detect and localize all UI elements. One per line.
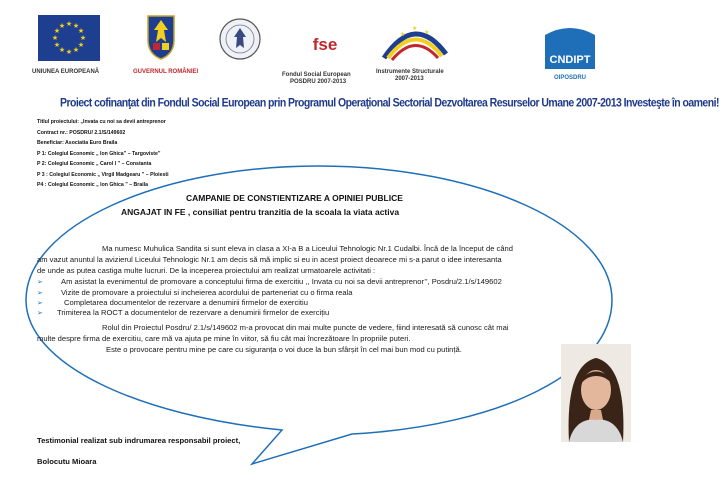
- activity-item-text: Am asistat la evenimentul de promovare a conceptului firma de exercitiu ,, Invata cu noi sa devii antreprenor’’, Posdru/2.1/s/149602: [61, 277, 502, 286]
- paragraph-1-line-3: de unde as putea castiga multe lucruri. De la inceperea proiectului am realizat urmatoarele activitati :: [37, 266, 376, 275]
- paragraph-2-line-3: Este o provocare pentru mine pe care cu siguranța o voi duce la bun sfârșit în cel mai bun mod cu putință.: [106, 345, 462, 354]
- arrow-bullet-icon: ➢: [37, 310, 43, 317]
- arrow-bullet-icon: ➢: [37, 300, 43, 307]
- cndipt-caption: OIPOSDRU: [554, 75, 587, 81]
- contract-line: Contract nr.: POSDRU/ 2.1/S/149602: [37, 129, 126, 136]
- activity-item: [37, 288, 353, 297]
- campaign-subtitle: ANGAJAT IN FE , consiliat pentru tranzitia de la scoala la viata activa: [121, 207, 400, 217]
- svg-text:★: ★: [424, 29, 430, 36]
- svg-text:★: ★: [412, 25, 418, 32]
- activity-item-text: Vizite de promovare a proiectului si incheierea acordului de parteneriat cu o firma reala: [61, 288, 353, 297]
- svg-text:★: ★: [53, 41, 61, 49]
- partner-3-line: P 3 : Colegiul Economic „ Virgil Madgearu ” – Ploiesti: [37, 171, 169, 178]
- svg-text:★: ★: [65, 48, 73, 56]
- fse-caption-1: Fondul Social European: [282, 72, 351, 78]
- svg-text:★: ★: [79, 34, 87, 42]
- paragraph-1-line-1: Ma numesc Muhulica Sandita si sunt eleva in clasa a XI-a B a Liceului Tehnologic Nr.1 Cudalbi. Încă de la început de când: [102, 244, 514, 253]
- beneficiary-line: Beneficiar: Asociatia Euro Braila: [37, 140, 118, 146]
- testimonial-credit: Testimonial realizat sub indrumarea responsabil proiect,: [37, 436, 241, 445]
- svg-text:★: ★: [72, 22, 80, 30]
- cndipt-title: CNDIPT: [549, 54, 591, 66]
- project-cofinancing-line: Proiect cofinanţat din Fondul Social European prin Programul Operaţional Sectorial Dezvoltarea Resurselor Umane 2007-2013 Investeşte în oameni!: [60, 96, 719, 110]
- svg-text:★: ★: [65, 20, 73, 28]
- activity-item-text: Completarea documentelor de rezervare a denumirii firmelor de exercitiu: [64, 298, 308, 307]
- activity-item-text: Trimiterea la ROCT a documentelor de rezervare a denumirii firmelor de exercițiu: [57, 308, 330, 317]
- eu-caption: UNIUNEA EUROPEANĂ: [32, 69, 100, 75]
- student-photo: [561, 344, 631, 442]
- paragraph-2-line-2: multe despre firma de exercitiu, care mă va ajuta pe mine în viitor, să fiu cât mai încrezătoare în propriile puteri.: [37, 334, 411, 343]
- svg-text:★: ★: [53, 27, 61, 35]
- project-manager-name: Bolocutu Mioara: [37, 457, 97, 466]
- activity-item: [37, 277, 502, 286]
- is-caption-1: Instrumente Structurale: [376, 69, 444, 75]
- campaign-title: CAMPANIE DE CONSTIENTIZARE A OPINIEI PUBLICE: [186, 193, 403, 203]
- partner-4-line: P4 : Colegiul Economic „ Ion Ghica ” – Braila: [37, 182, 148, 188]
- paragraph-2-line-1: Rolul din Proiectul Posdru/ 2.1/s/149602 m-a provocat din mai multe puncte de vedere, fiind interesată să cunosc cât mai: [102, 323, 509, 332]
- activity-item: [37, 308, 329, 317]
- activity-item: [37, 298, 308, 307]
- project-title-line: Titlul proiectului: „Invata cu noi sa devii antreprenor: [37, 119, 166, 125]
- svg-text:★: ★: [400, 31, 406, 38]
- svg-text:★: ★: [58, 22, 66, 30]
- svg-text:★: ★: [77, 27, 85, 35]
- partner-1-line: P 1: Colegiul Economic „ Ion Ghica” – Targoviste”: [37, 150, 161, 157]
- fse-mark: fse: [312, 35, 338, 54]
- svg-text:★: ★: [77, 41, 85, 49]
- svg-text:★: ★: [58, 46, 66, 54]
- arrow-bullet-icon: ➢: [37, 279, 43, 286]
- is-caption-2: 2007-2013: [395, 76, 424, 82]
- partner-2-line: P 2: Colegiul Economic „ Carol I ” – Constanta: [37, 161, 152, 167]
- fse-caption-2: POSDRU 2007-2013: [290, 79, 347, 85]
- arrow-bullet-icon: ➢: [37, 290, 43, 297]
- gov-caption: GUVERNUL ROMÂNIEI: [133, 69, 199, 75]
- paragraph-1-line-2: am vazut anuntul la avizierul Liceului Tehnologic Nr.1 am decis să mă implic si eu in acest proiect deoarece mi s-a parut o idee interesanta: [37, 255, 502, 264]
- svg-text:★: ★: [51, 34, 59, 42]
- svg-text:★: ★: [72, 46, 80, 54]
